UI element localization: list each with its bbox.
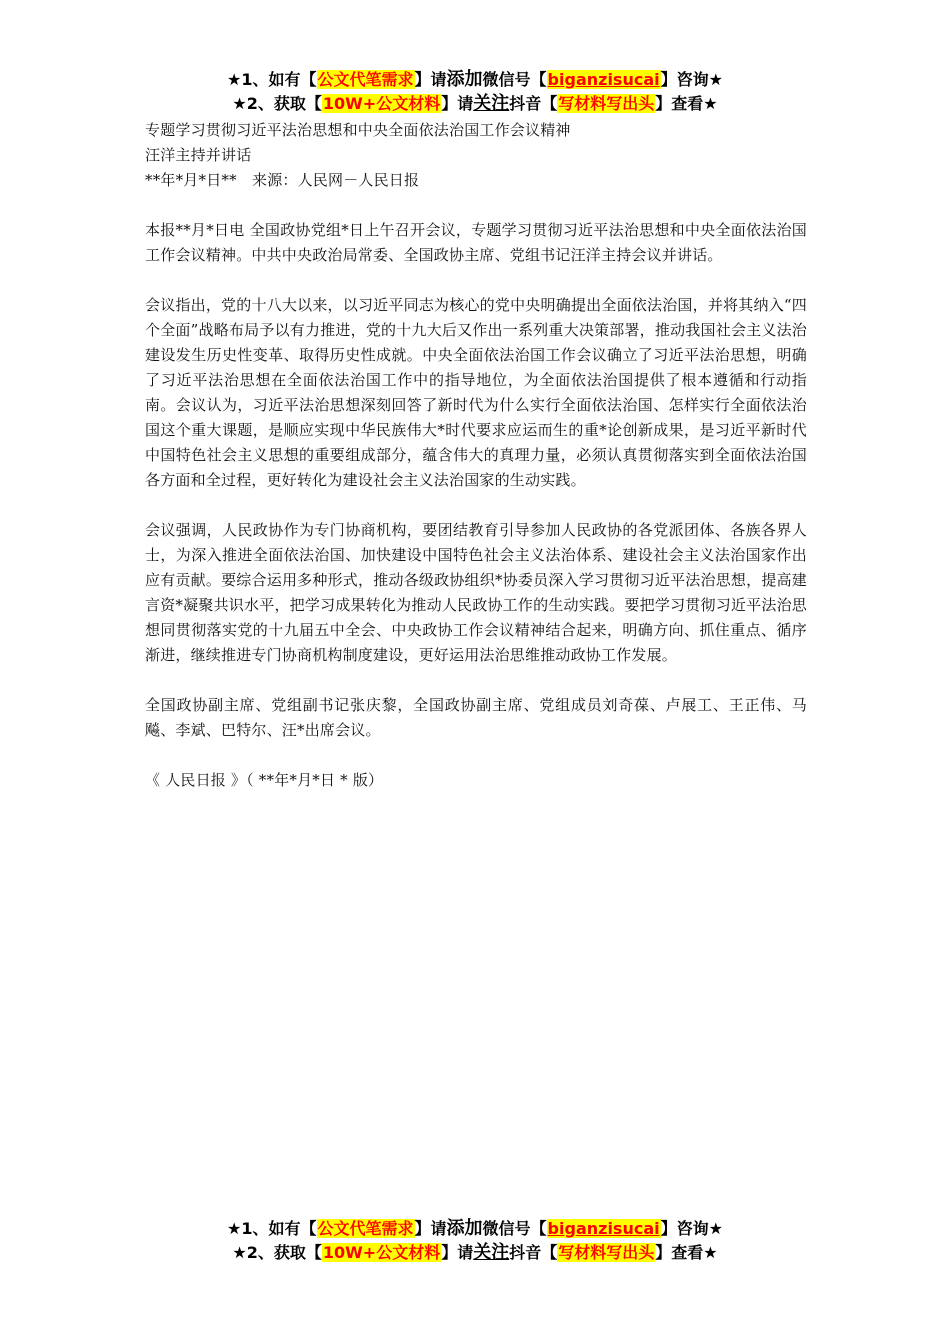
douyin-id-highlight: 写材料写出头 bbox=[558, 94, 655, 113]
promo-text: 】请 bbox=[441, 94, 474, 113]
promo-emphasis: 添加 bbox=[446, 1218, 483, 1239]
source-citation: 《 人民日报 》（ **年*月*日 * 版） bbox=[145, 771, 384, 789]
promo-text: 抖音【 bbox=[509, 94, 558, 113]
promo-text: 2、获取【 bbox=[246, 1243, 322, 1262]
promo-text: 】查看★ bbox=[655, 94, 718, 113]
douyin-id-highlight: 写材料写出头 bbox=[558, 1243, 655, 1262]
promo-text: 微信号【 bbox=[482, 1219, 547, 1238]
promo-line-2 bbox=[0, 92, 950, 116]
star-icon: ★ bbox=[232, 1243, 247, 1262]
promo-text: 1、如有【 bbox=[241, 70, 317, 89]
document-title: 专题学习贯彻习近平法治思想和中央全面依法治国工作会议精神 bbox=[145, 121, 571, 139]
document-subtitle: 汪洋主持并讲话 bbox=[145, 146, 252, 164]
promo-text: 2、获取【 bbox=[246, 94, 322, 113]
promo-banner-bottom bbox=[0, 1217, 950, 1265]
promo-emphasis: 关注 bbox=[473, 1242, 510, 1263]
promo-text: 】请 bbox=[414, 70, 447, 89]
promo-banner-top bbox=[0, 68, 950, 116]
promo-text: 抖音【 bbox=[509, 1243, 558, 1262]
promo-text: 1、如有【 bbox=[241, 1219, 317, 1238]
promo-line-1 bbox=[0, 1217, 950, 1241]
promo-emphasis: 添加 bbox=[446, 69, 483, 90]
promo-text: 】查看★ bbox=[655, 1243, 718, 1262]
promo-text: 微信号【 bbox=[482, 70, 547, 89]
promo-text: 】咨询★ bbox=[660, 1219, 723, 1238]
promo-text: 】请 bbox=[414, 1219, 447, 1238]
promo-line-2 bbox=[0, 1241, 950, 1265]
promo-line-1 bbox=[0, 68, 950, 92]
paragraph: 本报**月*日电 全国政协党组*日上午召开会议，专题学习贯彻习近平法治思想和中央全面依法治国工作会议精神。中共中央政治局常委、全国政协主席、党组书记汪洋主持会议并讲话。 bbox=[145, 221, 807, 264]
paragraph: 会议强调，人民政协作为专门协商机构，要团结教育引导参加人民政协的各党派团体、各族各界人士，为深入推进全面依法治国、加快建设中国特色社会主义法治体系、建设社会主义法治国家作出应有贡献。要综合运用多种形式，推动各级政协组织*协委员深入学习贯彻习近平法治思想，提高建言资*凝聚共识水平，把学习成果转化为推动人民政协工作的生动实践。要把学习贯彻习近平法治思想同贯彻落实党的十九届五中全会、中央政协工作会议精神结合起来，明确方向、抓住重点、循序渐进，继续推进专门协商机构制度建设，更好运用法治思维推动政协工作发展。 bbox=[145, 521, 807, 664]
document-dateline: **年*月*日** 来源：人民网－人民日报 bbox=[145, 171, 420, 189]
promo-highlight: 10W+公文材料 bbox=[322, 1243, 441, 1262]
star-icon: ★ bbox=[227, 70, 242, 89]
star-icon: ★ bbox=[227, 1219, 242, 1238]
document-body bbox=[145, 118, 807, 793]
wechat-id-highlight: biganzisucai bbox=[547, 70, 660, 89]
promo-highlight: 10W+公文材料 bbox=[322, 94, 441, 113]
paragraph: 全国政协副主席、党组副书记张庆黎，全国政协副主席、党组成员刘奇葆、卢展工、王正伟、马飚、李斌、巴特尔、汪*出席会议。 bbox=[145, 696, 807, 739]
star-icon: ★ bbox=[232, 94, 247, 113]
promo-text: 】咨询★ bbox=[660, 70, 723, 89]
paragraph: 会议指出，党的十八大以来，以习近平同志为核心的党中央明确提出全面依法治国，并将其纳入“四个全面”战略布局予以有力推进，党的十九大后又作出一系列重大决策部署，推动我国社会主义法治建设发生历史性变革、取得历史性成就。中央全面依法治国工作会议确立了习近平法治思想，明确了习近平法治思想在全面依法治国工作中的指导地位，为全面依法治国提供了根本遵循和行动指南。会议认为，习近平法治思想深刻回答了新时代为什么实行全面依法治国、怎样实行全面依法治国这个重大课题，是顺应实现中华民族伟大*时代要求应运而生的重*论创新成果，是习近平新时代中国特色社会主义思想的重要组成部分，蕴含伟大的真理力量，必须认真贯彻落实到全面依法治国各方面和全过程，更好转化为建设社会主义法治国家的生动实践。 bbox=[145, 296, 807, 489]
promo-highlight: 公文代笔需求 bbox=[317, 70, 414, 89]
wechat-id-highlight: biganzisucai bbox=[547, 1219, 660, 1238]
promo-text: 】请 bbox=[441, 1243, 474, 1262]
promo-emphasis: 关注 bbox=[473, 93, 510, 114]
promo-highlight: 公文代笔需求 bbox=[317, 1219, 414, 1238]
